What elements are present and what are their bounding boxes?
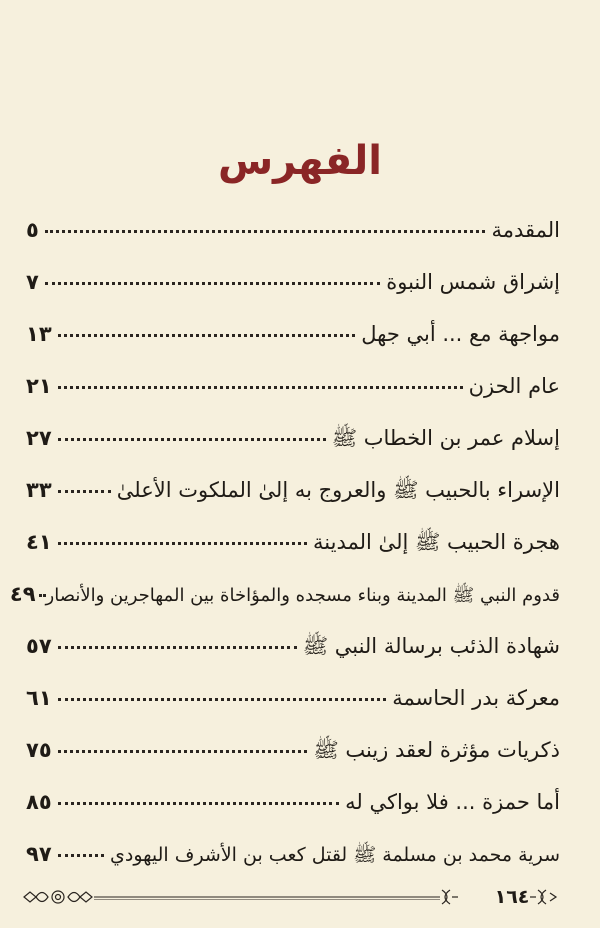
toc-entry-title: مواجهة مع ... أبي جهل <box>361 322 560 346</box>
toc-entry-page: ٢١ <box>26 374 52 398</box>
toc-entry <box>26 631 560 683</box>
toc-entry-page: ٤٩ <box>9 582 36 606</box>
toc-entry <box>26 475 560 527</box>
toc-entry-title: سرية محمد بن مسلمة ﷺ لقتل كعب بن الأشرف اليهودي <box>110 844 560 866</box>
toc-entry <box>9 579 560 631</box>
toc-entry-title: المقدمة <box>491 218 560 242</box>
dot-leader <box>39 594 43 597</box>
dot-leader <box>58 438 326 441</box>
toc-entry-title: شهادة الذئب برسالة النبي ﷺ <box>302 634 560 658</box>
dot-leader <box>45 230 486 233</box>
dot-leader <box>58 542 307 545</box>
toc-entry-page: ٢٧ <box>26 426 52 450</box>
page-number: ١٦٤ <box>494 886 530 908</box>
toc-entry-title: ذكريات مؤثرة لعقد زينب ﷺ <box>313 738 560 762</box>
toc-entry <box>26 371 560 423</box>
toc-entry <box>26 787 560 839</box>
toc-entry-page: ٣٣ <box>26 478 52 502</box>
toc-entry <box>26 215 560 267</box>
dot-leader <box>58 854 104 857</box>
toc-entry-page: ٤١ <box>26 530 52 554</box>
page-footer <box>20 884 566 910</box>
toc-entry <box>26 319 560 371</box>
toc-entry-title: الإسراء بالحبيب ﷺ والعروج به إلىٰ الملكوت الأعلىٰ <box>116 478 560 502</box>
page-title: الفهرس <box>217 138 382 184</box>
toc-entry-title: إشراق شمس النبوة <box>386 270 560 294</box>
toc-entry-page: ٥ <box>26 218 39 242</box>
toc-entry-page: ١٣ <box>26 322 52 346</box>
toc-entry-page: ٧٥ <box>26 738 52 762</box>
toc-entry-title: أما حمزة ... فلا بواكي له <box>345 790 560 814</box>
toc-entry <box>26 735 560 787</box>
toc-entry <box>26 683 560 735</box>
toc-entry-title: إسلام عمر بن الخطاب ﷺ <box>331 426 560 450</box>
toc-entry <box>26 423 560 475</box>
toc-entry-page: ٧ <box>26 270 39 294</box>
toc-entry-title: عام الحزن <box>468 374 560 398</box>
dot-leader <box>58 646 297 649</box>
toc-entry-title: قدوم النبي ﷺ المدينة وبناء مسجده والمؤاخاة بين المهاجرين والأنصار <box>45 585 560 606</box>
toc-entry-page: ٦١ <box>26 686 52 710</box>
dot-leader <box>58 802 340 805</box>
toc-entry <box>26 527 560 579</box>
dot-leader <box>58 490 111 493</box>
toc-entry-title: معركة بدر الحاسمة <box>392 686 560 710</box>
toc-entry-page: ٥٧ <box>26 634 52 658</box>
dot-leader <box>58 698 387 701</box>
toc-entry <box>26 267 560 319</box>
dot-leader <box>58 750 308 753</box>
dot-leader <box>45 282 380 285</box>
dot-leader <box>58 334 356 337</box>
dot-leader <box>58 386 463 389</box>
table-of-contents <box>9 215 560 891</box>
toc-entry-page: ٩٧ <box>26 842 52 866</box>
toc-entry-title: هجرة الحبيب ﷺ إلىٰ المدينة <box>313 530 560 554</box>
toc-entry-page: ٨٥ <box>26 790 52 814</box>
